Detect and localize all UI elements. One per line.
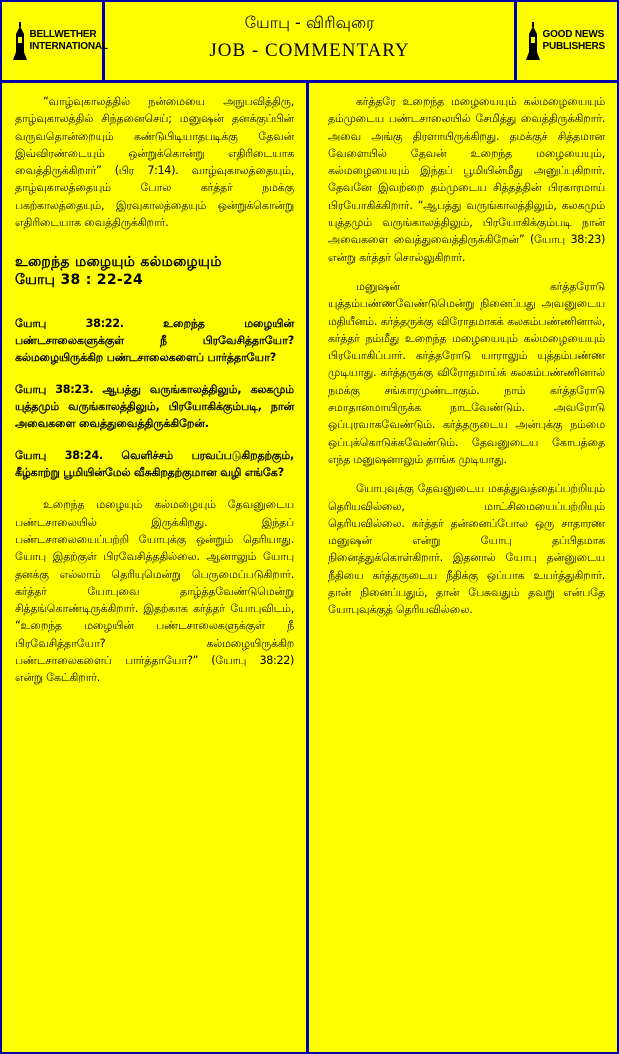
section-heading-reference: யோபு 38 : 22-24 (15, 272, 144, 289)
commentary-paragraph: உறைந்த மழையும் கல்மழையும் தேவனுடைய பண்டசாலையில் இருக்கிறது. இந்தப் பண்டசாலையைப்பற்றி யோபுக்கு ஒன்றும் தெரியாது. யோபு இதற்குள் பிரவேசித்ததில்லை. ஆனாலும் யோபு தனக்கு எல்லாம் தெரியுமென்று பெருமைப்படுகிறார். கர்த்தர் யோபுவை தாழ்த்தவேண்டுமென்று சித்தங்கொண்டிருக்கிறார். இதற்காக கர்த்தர் யோபுவிடம், “உறைந்த மழையின் பண்டசாலைகளுக்குள் நீ பிரவேசித்தாயோ? கல்மழையிருக்கிற பண்டசாலைகளைப் பார்த்தாயோ?” (யோபு 38:22) என்று கேட்கிறார். (15, 498, 294, 685)
title-tamil: யோபு - விரிவுரை (244, 13, 375, 32)
bellwether-logo (2, 2, 108, 80)
bellwether-logo-text: BELLWETHER INTERNATIONAL (29, 29, 108, 52)
commentary-paragraph: யோபுவுக்கு தேவனுடைய மகத்துவத்தைப்பற்றியும் தெரியவில்லை, மாட்சிமையைப்பற்றியும் தெரியவில்லை. கர்த்தர் தன்னைப்போல ஒரு சாதாரண மனுஷன் என்று யோபு தப்பிதமாக நினைத்துக்கொள்கிறார். இதனால் யோபு தன்னுடைய நீதியை கர்த்தருடைய நீதிக்கு ஒப்பாக உயர்த்துகிறார். தான் நினைப்பதும், தான் பேசுவதும் தவறு என்பதே யோபுவுக்குத் தெரியவில்லை. (328, 482, 605, 617)
commentary-paragraph: கர்த்தரே உறைந்த மழையையும் கல்மழையையும் தம்முடைய பண்டசாலையில் சேமித்து வைத்திருக்கிறார். அவை அங்கு திரளாயிருக்கிறது. தமக்குச் சித்தமான வேளையில் தேவன் உறைந்த மழையையும், கல்மழையையும் இந்தப் பூமியின்மீது அனுப்புகிறார். தேவனே இவற்றை தம்முடைய சித்தத்தின் பிரகாரமாய் பிரயோகிக்கிறார். “ஆபத்து வருங்காலத்திலும், கலகமும் யுத்தமும் வருங்காலத்திலும், பிரயோகிக்கும்படி நான் அவைகளை வைத்துவைத்திருக்கிறேன்” (யோபு 38:23) என்று கர்த்தர் சொல்லுகிறார். (328, 95, 605, 264)
bell-tower-icon (526, 22, 540, 60)
title-english: JOB - COMMENTARY (209, 40, 410, 61)
title-block (108, 2, 511, 80)
verse-38-24: யோபு 38:24. வெளிச்சம் பரவப்படுகிறதற்கும், கீழ்காற்று பூமியின்மேல் வீசுகிறதற்குமான வழி எங்கே? (15, 449, 294, 480)
section-heading-title: உறைந்த மழையும் கல்மழையும் (15, 254, 222, 271)
verse-38-22: யோபு 38:22. உறைந்த மழையின் பண்டசாலைகளுக்குள் நீ பிரவேசித்தாயோ? கல்மழையிருக்கிற பண்டசாலைகளைப் பார்த்தாயோ? (15, 317, 294, 365)
verse-38-23: யோபு 38:23. ஆபத்து வருங்காலத்திலும், கலகமும் யுத்தமும் வருங்காலத்திலும், பிரயோகிக்கும்படி, நான் அவைகளை வைத்துவைத்திருக்கிறேன். (15, 383, 294, 431)
section-heading (15, 253, 294, 289)
intro-paragraph: “வாழ்வுகாலத்தில் நன்மையை அநுபவித்திரு, தாழ்வுகாலத்தில் சிந்தனைசெய்; மனுஷன் தனக்குப்பின் வருவதொன்றையும் கண்டுபிடியாதபடிக்கு தேவன் இவ்விரண்டையும் ஒன்றுக்கொன்று எதிரிடையாக வைத்திருக்கிறார்” (பிர 7:14). வாழ்வுகாலத்தையும், தாழ்வுகாலத்தையும் போல கர்த்தர் நமக்கு பகற்காலத்தையும், இரவுகாலத்தையும் ஒன்றுக்கொன்று எதிரிடையாக வைத்திருக்கிறார். (15, 95, 294, 230)
header (2, 2, 617, 83)
right-column (312, 83, 617, 1052)
good-news-logo-text: GOOD NEWS PUBLISHERS (542, 29, 605, 52)
good-news-logo (514, 2, 617, 80)
left-column (2, 83, 309, 1052)
bell-tower-icon (13, 22, 27, 60)
commentary-paragraph: மனுஷன் கர்த்தரோடு யுத்தம்பண்ணவேண்டுமென்று நினைப்பது அவனுடைய மதியீனம். கர்த்தருக்கு விரோதமாகக் கலகம்பண்ணினால், கர்த்தர் நம்மீது உறைந்த மழையையும் கல்மழையையும் பிரயோகிப்பார். கர்த்தரோடு யாராலும் யுத்தம்பண்ண முடியாது. கர்த்தருக்கு விரோதமாய்க் கலகம்பண்ணினால் நமக்கு சங்காரமுண்டாகும். நாம் கர்த்தரோடு சமாதானமாயிருக்க நாடவேண்டும். அவரோடு ஒப்புரவாகவேண்டும். கர்த்தருடைய அன்புக்கு நம்மை ஒப்புக்கொடுக்கவேண்டும். தேவனுடைய கோபத்தை எந்த மனுஷனாலும் தாங்க முடியாது. (328, 279, 605, 466)
